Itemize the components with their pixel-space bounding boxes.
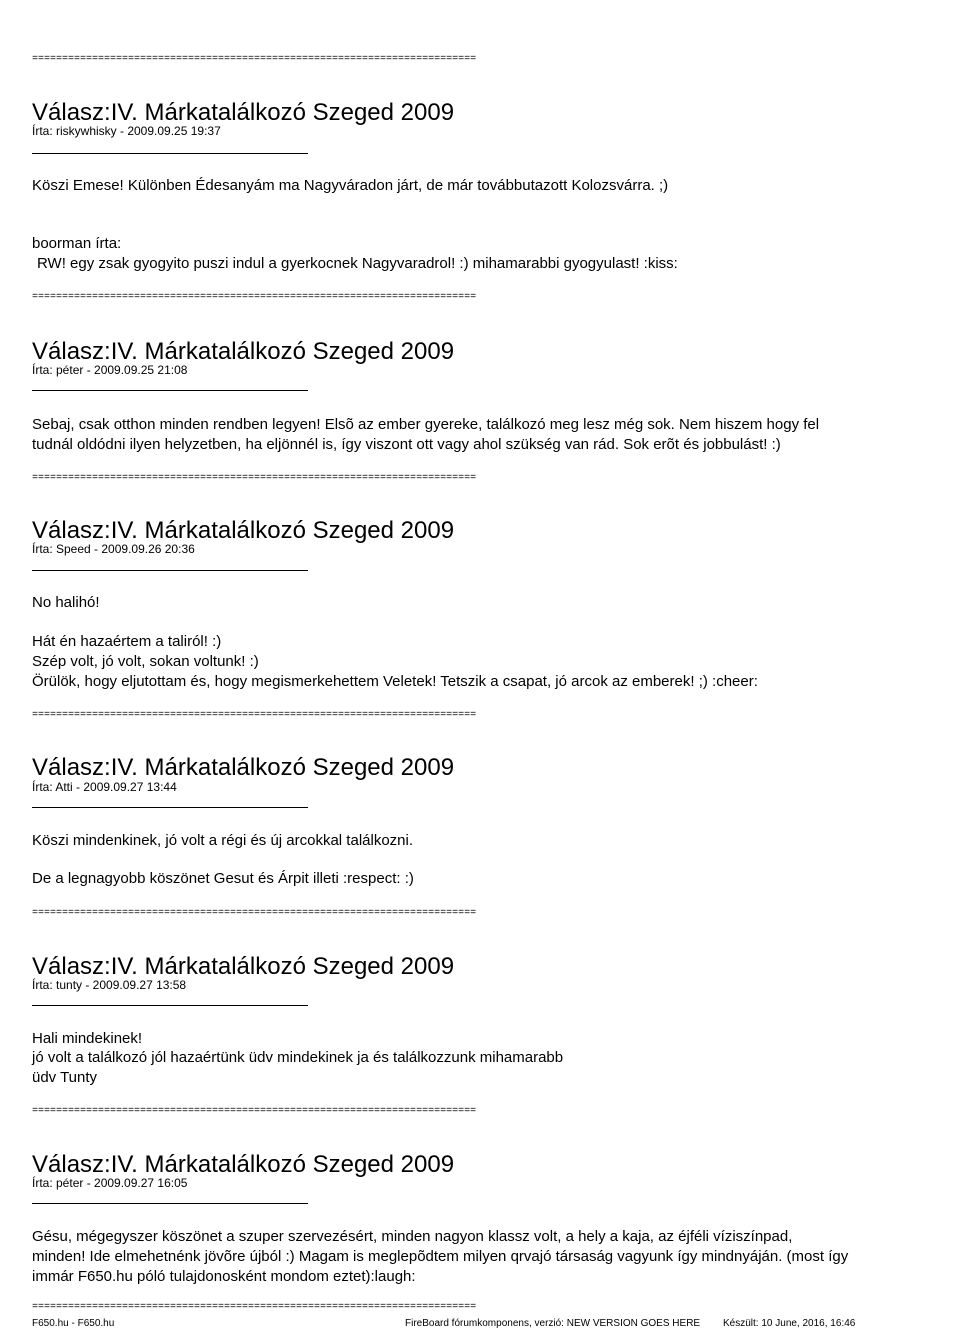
post-meta: Írta: Speed - 2009.09.26 20:36 — [32, 542, 195, 556]
post-title: Válasz:IV. Márkatalálkozó Szeged 2009 — [32, 953, 455, 980]
post-title: Válasz:IV. Márkatalálkozó Szeged 2009 — [32, 1151, 455, 1178]
separator: ========================================================================== — [32, 292, 477, 303]
post-text-line: jó volt a találkozó jól hazaértünk üdv mindekinek ja és találkozzunk mihamarabb — [32, 1049, 564, 1066]
post-text-line: De a legnagyobb köszönet Gesut és Árpit illeti :respect: :) — [32, 870, 414, 887]
post-text-line: üdv Tunty — [32, 1069, 98, 1086]
post-text-line: No halihó! — [32, 594, 100, 611]
post-meta: Írta: riskywhisky - 2009.09.25 19:37 — [32, 124, 221, 138]
post-meta: Írta: Atti - 2009.09.27 13:44 — [32, 780, 177, 794]
post-text-line: Hát én hazaértem a taliról! :) — [32, 633, 222, 650]
post-text-line: Hali mindekinek! — [32, 1030, 143, 1047]
separator: ========================================================================== — [32, 473, 477, 484]
quote-author-line: boorman írta: — [32, 235, 122, 252]
post-meta: Írta: tunty - 2009.09.27 13:58 — [32, 978, 187, 992]
post-text-line: Sebaj, csak otthon minden rendben legyen! Elsõ az ember gyereke, találkozó meg lesz még sok. Nem hiszem hogy fel — [32, 416, 820, 433]
footer-component: FireBoard fórumkomponens, verzió: NEW VERSION GOES HERE — [405, 1318, 701, 1329]
post-meta: Írta: péter - 2009.09.27 16:05 — [32, 1176, 188, 1190]
separator: ========================================================================== — [32, 908, 477, 919]
post-title: Válasz:IV. Márkatalálkozó Szeged 2009 — [32, 338, 455, 365]
post-text-line: Köszi mindenkinek, jó volt a régi és új arcokkal találkozni. — [32, 832, 414, 849]
post-divider — [32, 807, 308, 808]
post-text-line: minden! Ide elmehetnénk jövõre újból :) Magam is meglepõdtem milyen qrvajó társaság vagyunk így mindnyáján. (most így — [32, 1248, 849, 1265]
post-text-line: tudnál oldódni ilyen helyzetben, ha eljönnél is, így viszont ott vagy ahol szükség van rád. Sok erõt és jobbulást! :) — [32, 436, 781, 453]
post-title: Válasz:IV. Márkatalálkozó Szeged 2009 — [32, 754, 455, 781]
post-text-line: Örülök, hogy eljutottam és, hogy megismerkehettem Veletek! Tetszik a csapat, jó arcok az emberek! ;) :cheer: — [32, 673, 758, 690]
post-text-line: Szép volt, jó volt, sokan voltunk! :) — [32, 653, 259, 670]
post-divider — [32, 153, 308, 154]
post-text-line: immár F650.hu póló tulajdonosként mondom eztet):laugh: — [32, 1268, 416, 1285]
post-title: Válasz:IV. Márkatalálkozó Szeged 2009 — [32, 99, 455, 126]
post-divider — [32, 390, 308, 391]
post-divider — [32, 570, 308, 571]
post-text-line: Köszi Emese! Különben Édesanyám ma Nagyváradon járt, de már továbbutazott Kolozsvárra. ;) — [32, 177, 669, 194]
quote-text-line: RW! egy zsak gyogyito puszi indul a gyerkocnek Nagyvaradrol! :) mihamarabbi gyogyulast! :kiss: — [37, 255, 678, 272]
post-divider — [32, 1203, 308, 1204]
footer-generated: Készült: 10 June, 2016, 16:46 — [723, 1318, 856, 1329]
separator: ========================================================================== — [32, 54, 477, 65]
post-text-line: Gésu, mégegyszer köszönet a szuper szervezésért, minden nagyon klassz volt, a hely a kaja, az éjféli víziszínpad, — [32, 1228, 793, 1245]
footer-site: F650.hu - F650.hu — [32, 1318, 115, 1329]
separator: ========================================================================== — [32, 710, 477, 721]
post-meta: Írta: péter - 2009.09.25 21:08 — [32, 363, 188, 377]
post-title: Válasz:IV. Márkatalálkozó Szeged 2009 — [32, 517, 455, 544]
separator: ========================================================================== — [32, 1106, 477, 1117]
post-divider — [32, 1005, 308, 1006]
separator: ========================================================================== — [32, 1302, 477, 1313]
